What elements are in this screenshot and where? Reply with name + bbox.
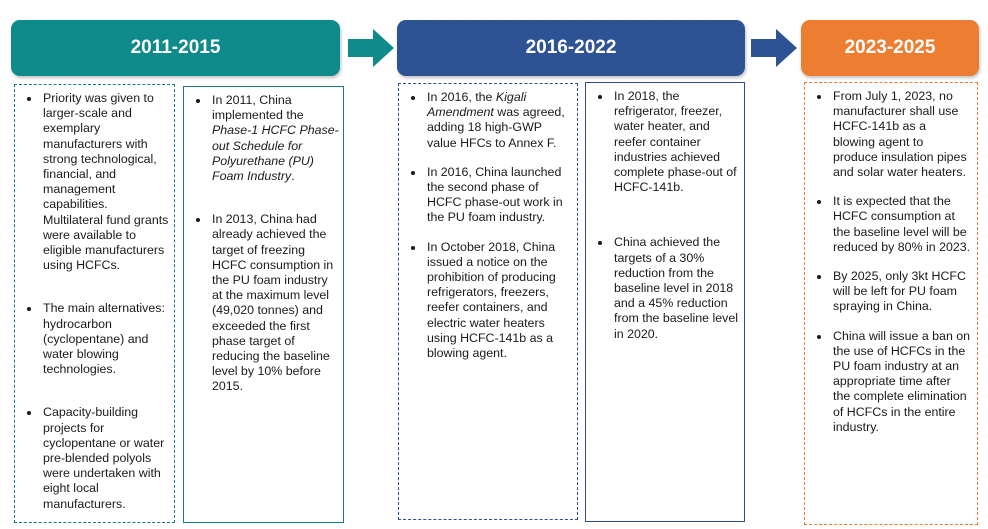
phase-label: 2023-2025: [844, 37, 936, 58]
phase-header-2016-2022: [397, 20, 745, 76]
bullet-item: • China will issue a ban on the use of HCFCs in the PU foam industry at an appropriate time after the complete elimination of HCFCs in the entire industry.: [831, 329, 971, 435]
bullet-item: • In 2013, China had already achieved the target of freezing HCFC consumption in the PU foam industry at the maximum level (49,020 tonnes) and exceeded the first phase target of reducing the baseline level by 10% before 2015.: [210, 212, 339, 394]
bullet-item: • Capacity-building projects for cyclopentane or water pre-blended polyols were undertaken with eight local manufacturers.: [41, 405, 170, 511]
phase-2011-box-2: [183, 86, 344, 523]
bullet-item: • China achieved the targets of a 30% reduction from the baseline level in 2018 and a 45% reduction from the baseline level in 2020.: [612, 235, 738, 341]
phase-header-2011-2015: [11, 20, 340, 76]
bullet-item: • In 2018, the refrigerator, freezer, water heater, and reefer container industries achieved complete phase-out of HCFC-141b.: [612, 89, 738, 195]
phase-header-2023-2025: [801, 20, 979, 76]
bullet-item: • From July 1, 2023, no manufacturer shall use HCFC-141b as a blowing agent to produce insulation pipes and solar water heaters.: [831, 89, 971, 180]
bullet-item: • The main alternatives: hydrocarbon (cyclopentane) and water blowing technologies.: [41, 301, 170, 377]
bullet-item: • In October 2018, China issued a notice on the prohibition of producing refrigerators, freezers, reefer containers, and electric water heaters using HCFC-141b as a blowing agent.: [425, 240, 571, 362]
bullet-item: • In 2011, China implemented the Phase-1 HCFC Phase-out Schedule for Polyurethane (PU) Foam Industry.: [210, 93, 339, 184]
bullet-item: • By 2025, only 3kt HCFC will be left for PU foam spraying in China.: [831, 269, 971, 315]
phase-2011-box-1: [14, 84, 175, 523]
bullet-item: • It is expected that the HCFC consumption at the baseline level will be reduced by 80% in 2023.: [831, 194, 971, 255]
bullet-item: • Priority was given to larger-scale and exemplary manufacturers with strong technological, financial, and management capabilities. Multilateral fund grants were available to eligible manufacturers using HCFCs.: [41, 91, 170, 273]
bullet-item: • In 2016, the Kigali Amendment was agreed, adding 18 high-GWP value HFCs to Annex F.: [425, 90, 571, 151]
phase-2016-box-2: [585, 82, 745, 522]
bullet-item: • In 2016, China launched the second phase of HCFC phase-out work in the PU foam industry.: [425, 165, 571, 226]
right-arrow-icon: [751, 29, 797, 67]
phase-label: 2011-2015: [130, 37, 221, 58]
right-arrow-icon: [348, 29, 394, 67]
phase-label: 2016-2022: [525, 37, 617, 58]
phase-2016-box-1: [398, 83, 578, 520]
phase-2023-box: [804, 82, 978, 525]
